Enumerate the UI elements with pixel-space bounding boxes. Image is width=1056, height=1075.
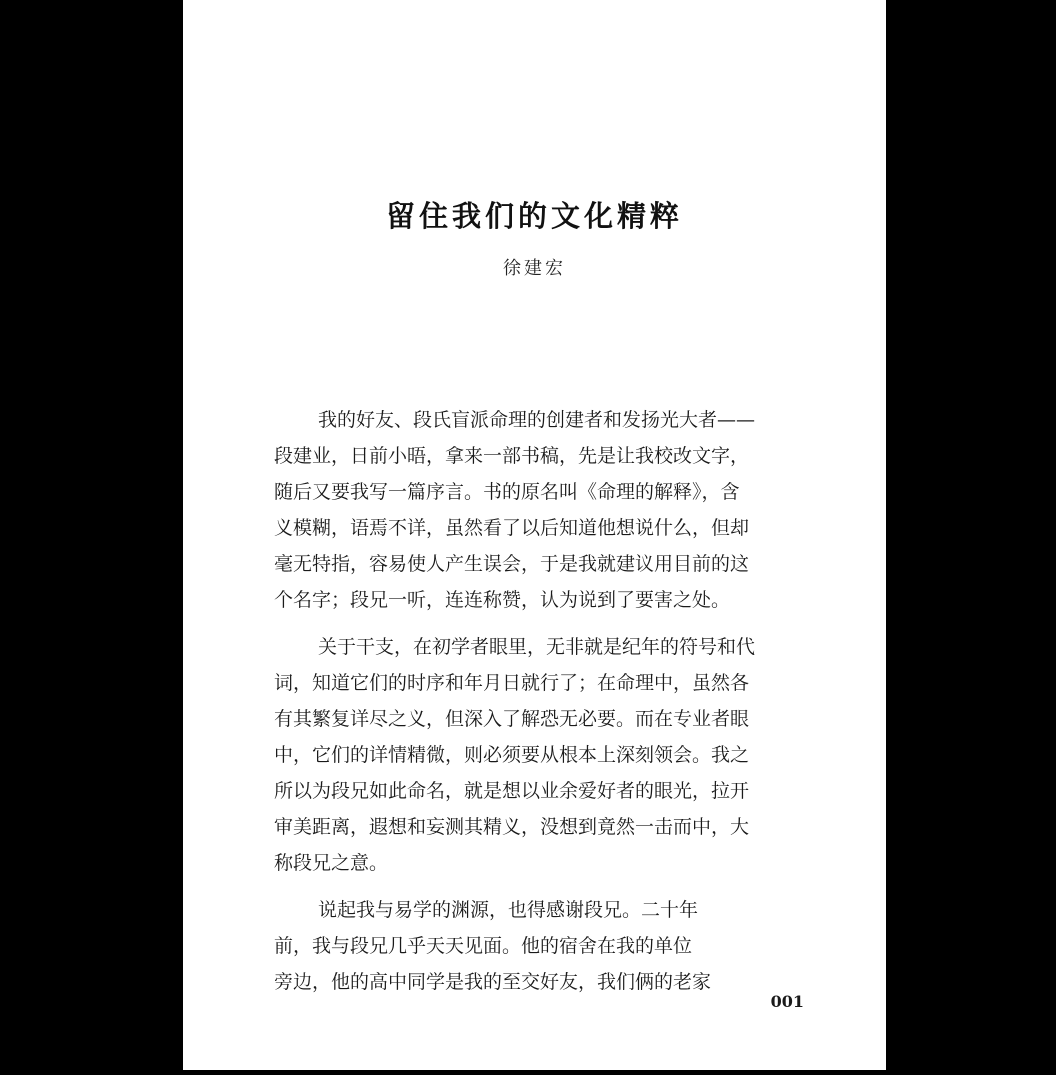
article-title: 留住我们的文化精粹 (385, 199, 683, 233)
author-name: 徐建宏 (503, 258, 566, 279)
article-body (274, 402, 804, 1011)
paragraph-2 (274, 629, 804, 881)
text-line: 称段兄之意。 (274, 852, 389, 874)
text-line: 中，它们的详情精微，则必须要从根本上深刻领会。我之 (274, 744, 750, 766)
text-line: 义模糊，语焉不详，虽然看了以后知道他想说什么，但却 (274, 517, 750, 539)
book-page (183, 0, 886, 1070)
text-line: 所以为段兄如此命名，就是想以业余爱好者的眼光，拉开 (274, 780, 750, 802)
paragraph-3 (274, 892, 804, 1000)
paragraph-1 (274, 402, 804, 618)
page-number: 001 (770, 992, 804, 1011)
text-line: 有其繁复详尽之义，但深入了解恐无必要。而在专业者眼 (274, 708, 750, 730)
text-line: 前，我与段兄几乎天天见面。他的宿舍在我的单位 (274, 935, 693, 957)
text-line: 个名字；段兄一听，连连称赞，认为说到了要害之处。 (274, 589, 731, 611)
text-line: 随后又要我写一篇序言。书的原名叫《命理的解释》，含 (274, 481, 740, 503)
text-line: 关于干支，在初学者眼里，无非就是纪年的符号和代 (318, 636, 756, 658)
text-line: 段建业，日前小晤，拿来一部书稿，先是让我校改文字， (274, 445, 750, 467)
text-line: 说起我与易学的渊源，也得感谢段兄。二十年 (318, 899, 699, 921)
text-line: 毫无特指，容易使人产生误会，于是我就建议用目前的这 (274, 553, 750, 575)
text-line: 我的好友、段氏盲派命理的创建者和发扬光大者—— (318, 409, 756, 431)
text-line: 旁边，他的高中同学是我的至交好友，我们俩的老家 (274, 971, 712, 993)
text-line: 审美距离，遐想和妄测其精义，没想到竟然一击而中，大 (274, 816, 750, 838)
text-line: 词，知道它们的时序和年月日就行了；在命理中，虽然各 (274, 672, 750, 694)
